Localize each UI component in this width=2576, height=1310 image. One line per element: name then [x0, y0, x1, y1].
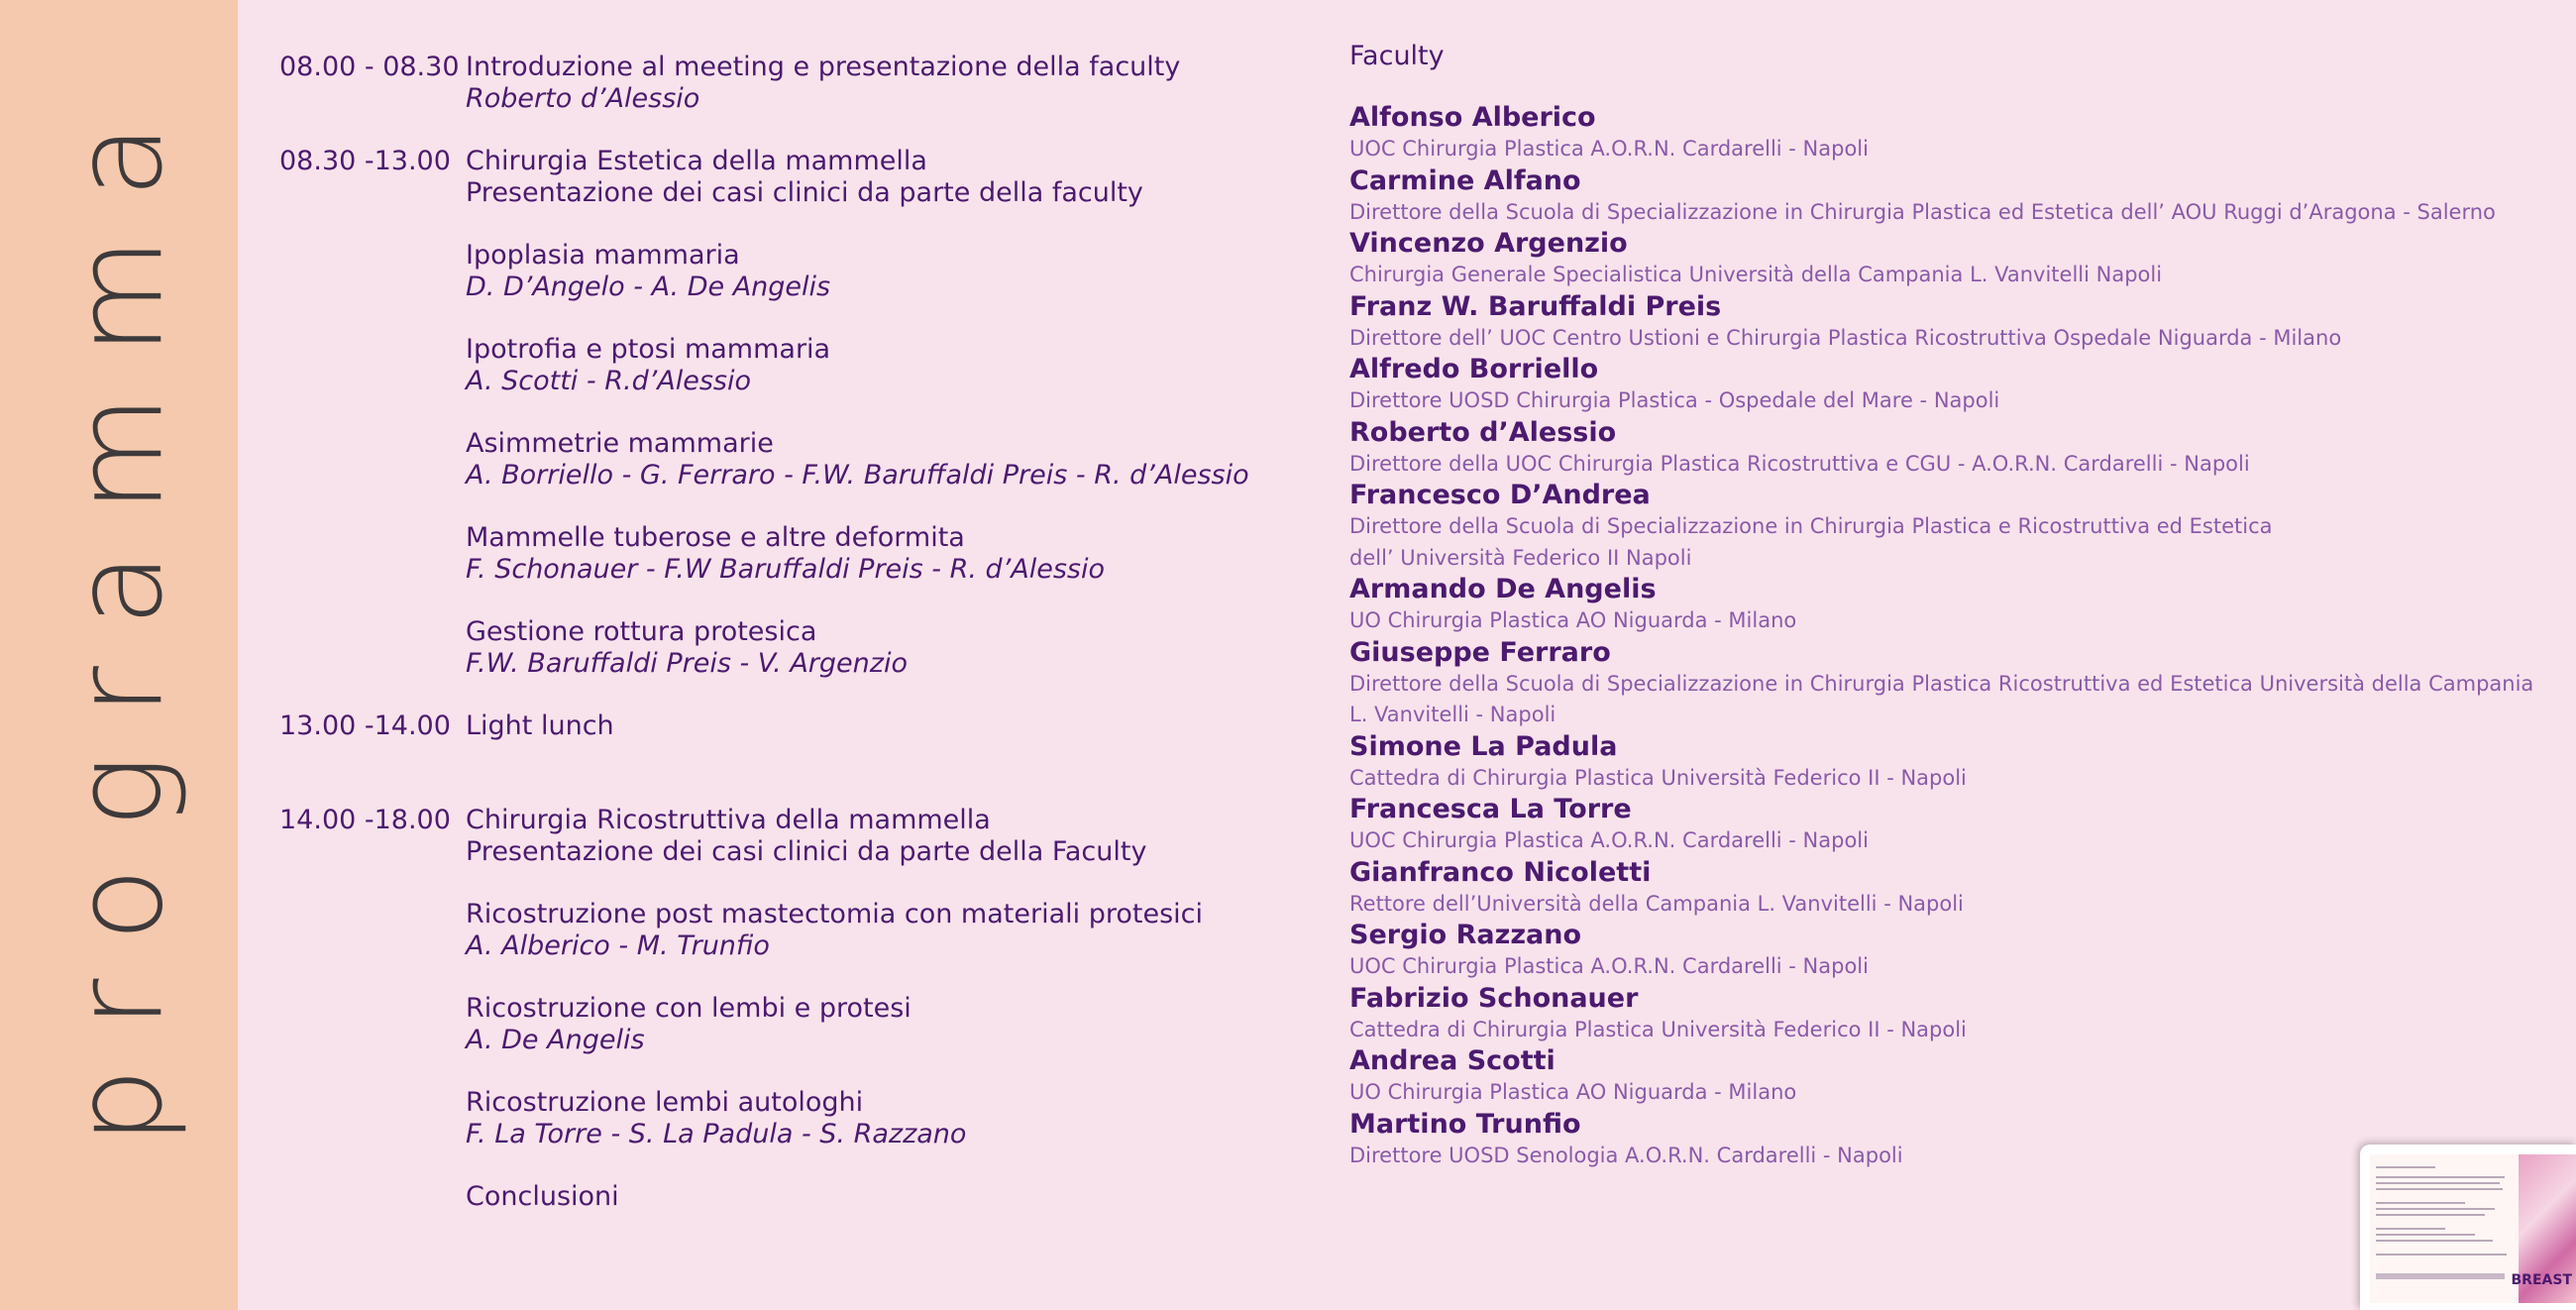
faculty-member-role: Chirurgia Generale Specialistica Università della Campania L. Vanvitelli Napoli — [1349, 263, 2163, 286]
schedule-block — [279, 710, 1270, 742]
schedule-item-title: Light lunch — [466, 710, 614, 741]
faculty-member — [1349, 102, 2538, 165]
faculty-member-role: L. Vanvitelli - Napoli — [1349, 703, 1556, 726]
faculty-list — [1349, 102, 2538, 1171]
schedule-item-speakers: A. Scotti - R.d’Alessio — [466, 366, 752, 396]
faculty-member — [1349, 637, 2538, 731]
schedule-item-title: Mammelle tuberose e altre deformita — [466, 522, 965, 553]
faculty-member-role: Direttore UOSD Chirurgia Plastica - Ospedale del Mare - Napoli — [1349, 388, 2000, 412]
faculty-member-name: Alfredo Borriello — [1349, 354, 1599, 384]
faculty-member — [1349, 417, 2538, 481]
program-schedule — [279, 52, 1270, 1213]
faculty-member-name: Andrea Scotti — [1349, 1045, 1556, 1076]
schedule-item-subtitle: Presentazione dei casi clinici da parte della Faculty — [466, 836, 1147, 867]
schedule-content — [466, 710, 1270, 742]
schedule-item-speakers: F. La Torre - S. La Padula - S. Razzano — [466, 1119, 967, 1149]
faculty-member-name: Franz W. Baruffaldi Preis — [1349, 290, 1722, 322]
schedule-time: 08.00 - 08.30 — [279, 52, 460, 82]
schedule-item-title: Ipotrofia e ptosi mammaria — [466, 334, 831, 365]
faculty-section — [1349, 40, 2538, 1171]
faculty-member-name: Sergio Razzano — [1349, 920, 1582, 950]
faculty-member-name: Vincenzo Argenzio — [1349, 228, 1628, 259]
faculty-member-name: Carmine Alfano — [1349, 164, 1581, 196]
schedule-item-title: Ricostruzione lembi autologhi — [466, 1087, 864, 1118]
faculty-member-name: Martino Trunfio — [1349, 1108, 1581, 1140]
schedule-item-title: Conclusioni — [466, 1181, 619, 1212]
faculty-member-name: Alfonso Alberico — [1349, 102, 1596, 133]
faculty-title: Faculty — [1349, 41, 1445, 71]
side-title: programma — [49, 83, 189, 1146]
schedule-block — [279, 805, 1270, 1213]
faculty-member-role: Direttore della Scuola di Specializzazione in Chirurgia Plastica Ricostruttiva ed Estetica Università della Campania — [1349, 671, 2534, 696]
schedule-item-title: Ricostruzione post mastectomia con materiali protesici — [466, 899, 1203, 929]
faculty-member — [1349, 291, 2538, 355]
schedule-item-title: Introduzione al meeting e presentazione della faculty — [466, 52, 1181, 82]
faculty-member-role: Cattedra di Chirurgia Plastica Università Federico II - Napoli — [1349, 1017, 1967, 1041]
faculty-member — [1349, 983, 2538, 1046]
faculty-member-name: Gianfranco Nicoletti — [1349, 856, 1652, 888]
faculty-member-role: UOC Chirurgia Plastica A.O.R.N. Cardarelli - Napoli — [1349, 828, 1869, 852]
schedule-time: 14.00 -18.00 — [279, 805, 451, 835]
thumbnail-document — [2370, 1154, 2519, 1303]
faculty-member-name: Giuseppe Ferraro — [1349, 636, 1611, 668]
schedule-item-speakers: A. Borriello - G. Ferraro - F.W. Baruffaldi Preis - R. d’Alessio — [466, 460, 1249, 491]
schedule-item-speakers: D. D’Angelo - A. De Angelis — [466, 272, 831, 302]
schedule-item — [466, 993, 1270, 1056]
schedule-item — [466, 710, 1270, 742]
schedule-content — [466, 805, 1270, 1213]
schedule-item — [466, 52, 1270, 115]
faculty-member-role: Direttore della Scuola di Specializzazione in Chirurgia Plastica e Ricostruttiva ed Estetica — [1349, 514, 2273, 538]
faculty-member-role: UOC Chirurgia Plastica A.O.R.N. Cardarelli - Napoli — [1349, 137, 1869, 161]
faculty-member — [1349, 920, 2538, 983]
schedule-item-title: Chirurgia Ricostruttiva della mammella — [466, 805, 991, 835]
faculty-member — [1349, 228, 2538, 291]
faculty-member-name: Armando De Angelis — [1349, 574, 1657, 604]
faculty-member-role: Rettore dell’Università della Campania L. Vanvitelli - Napoli — [1349, 891, 1964, 916]
schedule-item — [466, 899, 1270, 962]
thumbnail-label: BREAST — [2511, 1272, 2572, 1288]
slide-thumbnail[interactable] — [2360, 1145, 2576, 1310]
schedule-block — [279, 52, 1270, 115]
schedule-item — [466, 334, 1270, 397]
schedule-item-title: Gestione rottura protesica — [466, 616, 817, 647]
faculty-member — [1349, 1045, 2538, 1109]
faculty-member — [1349, 857, 2538, 921]
faculty-member-role: UOC Chirurgia Plastica A.O.R.N. Cardarelli - Napoli — [1349, 954, 1869, 978]
faculty-member — [1349, 165, 2538, 229]
faculty-member-name: Simone La Padula — [1349, 730, 1618, 762]
schedule-content — [466, 52, 1270, 115]
schedule-block — [279, 146, 1270, 680]
faculty-member — [1349, 731, 2538, 795]
faculty-member-role: Direttore dell’ UOC Centro Ustioni e Chirurgia Plastica Ricostruttiva Ospedale Niguarda - Milano — [1349, 325, 2342, 350]
schedule-item — [466, 616, 1270, 680]
schedule-item — [466, 522, 1270, 586]
schedule-item — [466, 240, 1270, 303]
schedule-item-title: Asimmetrie mammarie — [466, 428, 774, 459]
schedule-item-speakers: A. De Angelis — [466, 1025, 645, 1055]
faculty-member — [1349, 480, 2538, 574]
faculty-member-name: Roberto d’Alessio — [1349, 416, 1617, 448]
schedule-item — [466, 428, 1270, 491]
faculty-member-role: Direttore della UOC Chirurgia Plastica Ricostruttiva e CGU - A.O.R.N. Cardarelli - Napoli — [1349, 451, 2250, 476]
faculty-member-name: Fabrizio Schonauer — [1349, 982, 1639, 1014]
schedule-item-speakers: A. Alberico - M. Trunfio — [466, 930, 770, 961]
faculty-member — [1349, 794, 2538, 857]
schedule-item-subtitle: Presentazione dei casi clinici da parte della faculty — [466, 177, 1143, 208]
faculty-member-role: dell’ Università Federico II Napoli — [1349, 545, 1692, 570]
schedule-item-title: Ipoplasia mammaria — [466, 240, 740, 271]
schedule-item-speakers: F.W. Baruffaldi Preis - V. Argenzio — [466, 648, 908, 679]
schedule-item-speakers: F. Schonauer - F.W Baruffaldi Preis - R. d’Alessio — [466, 554, 1106, 585]
faculty-member-role: UO Chirurgia Plastica AO Niguarda - Milano — [1349, 1080, 1797, 1104]
faculty-member-role: UO Chirurgia Plastica AO Niguarda - Milano — [1349, 608, 1797, 632]
faculty-member-role: Cattedra di Chirurgia Plastica Università Federico II - Napoli — [1349, 765, 1967, 790]
schedule-item-speakers: Roberto d’Alessio — [466, 83, 700, 114]
schedule-item — [466, 1181, 1270, 1213]
schedule-time: 13.00 -14.00 — [279, 710, 451, 741]
schedule-item-title: Ricostruzione con lembi e protesi — [466, 993, 912, 1024]
faculty-member — [1349, 574, 2538, 637]
schedule-time: 08.30 -13.00 — [279, 146, 451, 176]
faculty-member-role: Direttore UOSD Senologia A.O.R.N. Cardarelli - Napoli — [1349, 1143, 1903, 1167]
schedule-item — [466, 1087, 1270, 1150]
schedule-item — [466, 805, 1270, 868]
faculty-member-role: Direttore della Scuola di Specializzazione in Chirurgia Plastica ed Estetica dell’ AOU Ruggi d’Aragona - Salerno — [1349, 199, 2496, 224]
faculty-member — [1349, 354, 2538, 417]
faculty-member-name: Francesco D’Andrea — [1349, 480, 1651, 510]
schedule-item — [466, 146, 1270, 209]
faculty-member-name: Francesca La Torre — [1349, 794, 1632, 824]
schedule-item-title: Chirurgia Estetica della mammella — [466, 146, 927, 176]
schedule-content — [466, 146, 1270, 680]
